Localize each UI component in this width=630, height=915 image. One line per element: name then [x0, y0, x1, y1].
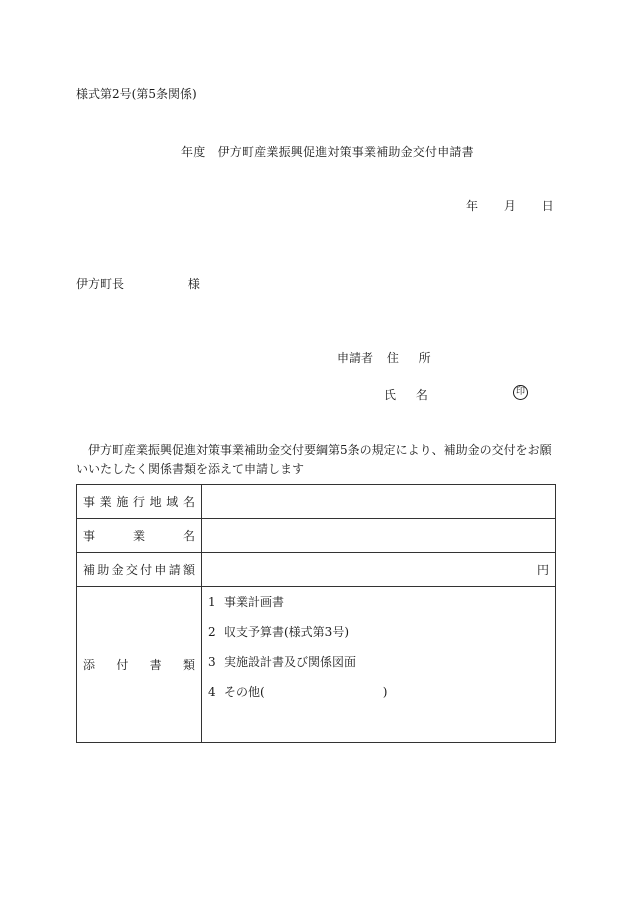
applicant-label: 申請者: [337, 351, 374, 365]
label-char: 名: [182, 495, 195, 509]
attachment-close-paren: ): [382, 685, 388, 699]
label-char: 書: [149, 658, 162, 672]
table-row-project-name: [77, 519, 556, 553]
requested-amount-field[interactable]: [202, 553, 556, 587]
label-char: 交: [125, 563, 138, 577]
date-year-label: 年: [466, 199, 479, 213]
attachment-text: 収支予算書(様式第3号): [224, 625, 349, 639]
attachment-number: 3: [208, 655, 216, 669]
table-row-attachments: [77, 587, 556, 743]
attachment-number: 4: [208, 685, 216, 699]
yen-unit: 円: [536, 563, 549, 577]
project-area-label: [77, 485, 202, 519]
application-statement: [76, 441, 556, 479]
label-char: 行: [132, 495, 145, 509]
application-form-table: [76, 484, 556, 743]
attachment-text: 実施設計書及び関係図面: [224, 655, 357, 669]
label-char: 補: [83, 563, 96, 577]
form-number: 様式第2号(第5条関係): [76, 87, 197, 101]
label-char: 金: [111, 563, 124, 577]
label-char: 事: [83, 495, 96, 509]
addressee-honorific: 様: [187, 277, 200, 291]
attachment-item: [208, 653, 549, 683]
applicant-name-label: 氏 名: [384, 388, 436, 402]
attachment-number: 2: [208, 625, 216, 639]
attachment-text: 事業計画書: [224, 595, 285, 609]
addressee-name: 伊方町長: [76, 277, 125, 291]
label-char: 類: [182, 658, 195, 672]
attachment-item: [208, 593, 549, 623]
label-char: 請: [168, 563, 181, 577]
label-char: 業: [99, 495, 112, 509]
project-name-field[interactable]: [202, 519, 556, 553]
applicant-address-line: [337, 349, 439, 366]
label-char: 付: [116, 658, 129, 672]
attachment-text: その他(: [224, 685, 265, 699]
addressee: [76, 275, 200, 292]
attachment-number: 1: [208, 595, 216, 609]
label-char: 業: [132, 529, 145, 543]
label-char: 地: [149, 495, 162, 509]
project-area-field[interactable]: [202, 485, 556, 519]
attachments-list: [202, 587, 556, 743]
label-char: 額: [182, 563, 195, 577]
label-char: 助: [97, 563, 110, 577]
address-label: 住 所: [386, 351, 439, 365]
table-row-requested-amount: [77, 553, 556, 587]
label-char: 事: [83, 529, 96, 543]
date-day-label: 日: [541, 199, 554, 213]
label-char: 付: [140, 563, 153, 577]
date-line: [466, 197, 554, 214]
label-char: 名: [182, 529, 195, 543]
attachment-item: [208, 623, 549, 653]
attachments-label: [77, 587, 202, 743]
table-row-project-area: [77, 485, 556, 519]
attachment-item-other[interactable]: [208, 683, 549, 713]
statement-line-2: いいたしたく関係書類を添えて申請します: [76, 462, 305, 476]
label-char: 添: [83, 658, 96, 672]
label-char: 申: [154, 563, 167, 577]
label-char: 域: [166, 495, 179, 509]
project-name-label: [77, 519, 202, 553]
requested-amount-label: [77, 553, 202, 587]
date-month-label: 月: [503, 199, 516, 213]
document-title: 年度 伊方町産業振興促進対策事業補助金交付申請書: [181, 145, 474, 159]
statement-line-1: 伊方町産業振興促進対策事業補助金交付要綱第5条の規定により、補助金の交付をお願: [88, 443, 552, 457]
label-char: 施: [116, 495, 129, 509]
seal-mark: 印: [513, 385, 528, 400]
